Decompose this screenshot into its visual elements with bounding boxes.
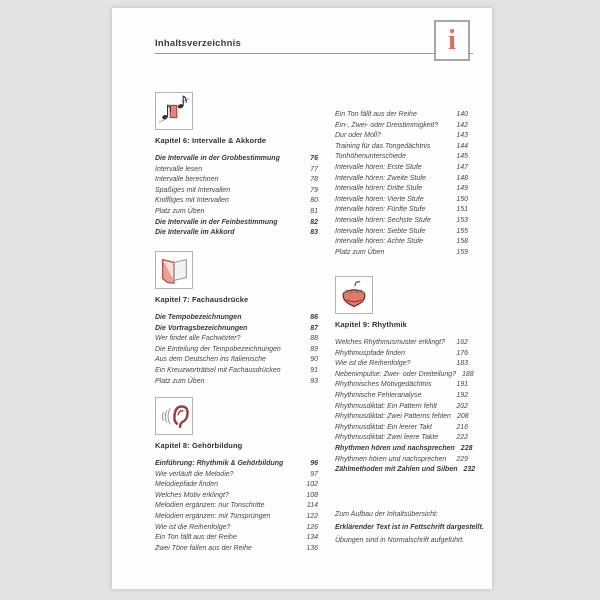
- interval-notes-icon: [155, 92, 193, 130]
- toc-entry-title: Welches Rhythmusmuster erklingt?: [335, 339, 445, 346]
- toc-entry-title: Zwei Töne fallen aus der Reihe: [155, 544, 252, 552]
- toc-entry-page-number: 77: [310, 165, 318, 173]
- toc-entry-title: Melodien ergänzen: nur Tonschritte: [155, 502, 265, 510]
- toc-entry-page-number: 222: [456, 434, 468, 442]
- toc-entry: [335, 216, 468, 227]
- toc-entry-title: Tonhöhenunterschiede: [335, 153, 406, 161]
- toc-entry: [335, 423, 468, 434]
- toc-entry-page-number: 158: [456, 238, 468, 246]
- toc-entry-page-number: 145: [456, 153, 468, 161]
- legend-line-1: Zum Aufbau der Inhaltsübersicht:: [335, 511, 438, 518]
- toc-entry-page-number: 114: [306, 502, 318, 510]
- toc-entry-title: Aus dem Deutschen ins Italienische: [155, 356, 266, 364]
- toc-entry-page-number: 176: [456, 349, 468, 357]
- toc-entry: [335, 349, 468, 360]
- toc-entry-title: Rhythmuspfade finden: [335, 349, 406, 357]
- toc-entry: [155, 523, 318, 534]
- toc-entry: [335, 227, 468, 238]
- toc-entry: [155, 377, 318, 388]
- chapter-9-entries: [335, 338, 476, 476]
- toc-entry: [335, 391, 468, 402]
- toc-entry: [335, 412, 468, 423]
- drum-icon: [335, 276, 373, 314]
- toc-entry: [155, 154, 318, 165]
- toc-entry-title: Intervalle hören: Zweite Stufe: [335, 174, 427, 182]
- toc-entry-title: Platz zum Üben: [335, 248, 385, 256]
- toc-entry-page-number: 78: [310, 176, 318, 184]
- toc-entry-page-number: 96: [310, 460, 318, 467]
- toc-entry-page-number: 228: [460, 444, 473, 452]
- toc-entry-page-number: 88: [310, 335, 318, 343]
- chapter-8-entries: [155, 459, 318, 554]
- toc-entry-title: Die Intervalle in der Feinbestimmung: [155, 218, 278, 226]
- toc-entry-page-number: 81: [310, 207, 318, 215]
- toc-entry: [155, 491, 318, 502]
- toc-entry: [155, 165, 318, 176]
- toc-entry-page-number: 134: [306, 534, 318, 542]
- toc-entry-title: Training für das Tongedächtnis: [335, 142, 431, 150]
- legend-line-3: Übungen sind in Normalschrift aufgeführt.: [335, 537, 465, 544]
- toc-entry-page-number: 151: [456, 206, 468, 214]
- toc-entry-page-number: 80: [310, 197, 318, 205]
- toc-entry: [155, 345, 318, 356]
- toc-entry: [335, 163, 468, 174]
- toc-entry-page-number: 183: [456, 360, 468, 368]
- toc-entry-page-number: 89: [310, 345, 318, 353]
- toc-entry: [155, 544, 318, 555]
- toc-entry-page-number: 122: [306, 512, 318, 520]
- toc-entry-title: Intervalle hören: Dritte Stufe: [335, 185, 423, 193]
- toc-entry: [155, 501, 318, 512]
- toc-entry-title: Rhythmusdiktat: Zwei Patterns fehlen: [335, 413, 451, 421]
- toc-entry-page-number: 140: [456, 111, 468, 118]
- toc-entry: [155, 533, 318, 544]
- toc-entry-title: Wie ist die Reihenfolge?: [155, 523, 231, 531]
- toc-entry-title: Ein Ton fällt aus der Reihe: [155, 534, 237, 542]
- toc-entry-page-number: 86: [310, 314, 318, 321]
- toc-entry: [155, 324, 318, 335]
- toc-entry: [335, 248, 468, 259]
- toc-entry-page-number: 142: [456, 121, 468, 129]
- toc-entry-title: Intervalle berechnen: [155, 176, 219, 184]
- toc-entry: [155, 313, 318, 324]
- toc-entry-title: Intervalle hören: Vierte Stufe: [335, 195, 424, 203]
- toc-entry-title: Wer findet alle Fachwörter?: [155, 335, 241, 343]
- toc-entry: [335, 444, 473, 455]
- toc-entry: [335, 402, 468, 413]
- toc-entry-page-number: 155: [456, 227, 468, 235]
- toc-entry-page-number: 90: [310, 356, 318, 364]
- toc-entry: [335, 195, 468, 206]
- toc-entry-page-number: 149: [456, 185, 468, 193]
- toc-entry-title: Intervalle hören: Sechste Stufe: [335, 216, 431, 224]
- toc-entry-title: Melodiepfade finden: [155, 481, 219, 489]
- toc-entry: [155, 334, 318, 345]
- toc-entry-page-number: 144: [456, 142, 468, 150]
- toc-entry-page-number: 93: [310, 377, 318, 385]
- toc-entry-page-number: 188: [462, 370, 474, 378]
- toc-entry: [335, 121, 468, 132]
- toc-entry: [155, 218, 318, 229]
- toc-entry-page-number: 126: [306, 523, 318, 531]
- toc-entry: [335, 142, 468, 153]
- toc-entry: [335, 359, 468, 370]
- toc-entry-title: Nebenimpulse: Zwei- oder Dreiteilung?: [335, 370, 457, 378]
- toc-entry: [335, 465, 476, 476]
- toc-entry: [335, 433, 468, 444]
- toc-entry-page-number: 82: [310, 218, 318, 226]
- chapter-8-continuation-entries: [335, 110, 468, 258]
- toc-entry-page-number: 97: [310, 470, 318, 478]
- toc-entry-page-number: 143: [456, 132, 468, 140]
- page-title: Inhaltsverzeichnis: [155, 38, 241, 49]
- chapter-6-title: Kapitel 6: Intervalle & Akkorde: [155, 136, 267, 145]
- toc-entry: [155, 480, 318, 491]
- toc-entry: [155, 512, 318, 523]
- toc-entry-title: Dur oder Moll?: [335, 132, 381, 140]
- toc-entry: [335, 152, 468, 163]
- toc-entry-title: Die Vortragsbezeichnungen: [155, 324, 248, 332]
- legend-line-2: Erklärender Text ist in Fettschrift dargestellt.: [335, 524, 484, 531]
- toc-entry: [335, 237, 468, 248]
- toc-entry-page-number: 79: [310, 186, 318, 194]
- toc-entry-page-number: 229: [456, 455, 468, 463]
- toc-entry: [155, 228, 318, 239]
- chapter-7-entries: [155, 313, 318, 387]
- toc-entry-page-number: 102: [306, 481, 318, 489]
- toc-entry: [155, 459, 318, 470]
- toc-entry: [335, 455, 468, 466]
- scanned-toc-page: [112, 8, 492, 589]
- toc-entry-page-number: 76: [310, 155, 318, 162]
- toc-entry: [155, 207, 318, 218]
- toc-entry: [335, 338, 468, 349]
- toc-entry-page-number: 216: [456, 423, 468, 431]
- chapter-6-entries: [155, 154, 318, 239]
- toc-entry-title: Intervalle hören: Achte Stufe: [335, 238, 424, 246]
- toc-entry-title: Intervalle lesen: [155, 165, 203, 173]
- toc-entry-page-number: 87: [310, 324, 318, 332]
- open-book-icon: [155, 251, 193, 289]
- toc-entry-title: Die Tempobezeichnungen: [155, 314, 242, 321]
- toc-entry-page-number: 162: [456, 339, 468, 346]
- toc-entry-page-number: 208: [456, 413, 469, 421]
- toc-entry-page-number: 202: [456, 402, 468, 410]
- toc-entry: [335, 184, 468, 195]
- toc-entry: [155, 196, 318, 207]
- toc-entry-page-number: 136: [306, 544, 318, 552]
- toc-entry-title: Die Intervalle im Akkord: [155, 229, 235, 237]
- chapter-7-title: Kapitel 7: Fachausdrücke: [155, 295, 249, 304]
- toc-entry-page-number: 91: [310, 366, 318, 374]
- toc-entry-title: Rhythmen hören und nachsprechen: [335, 455, 447, 463]
- toc-entry-title: Welches Motiv erklingt?: [155, 491, 229, 499]
- toc-entry-page-number: 150: [456, 195, 468, 203]
- toc-entry-page-number: 159: [456, 248, 468, 256]
- info-box: [434, 20, 470, 61]
- toc-entry-title: Intervalle hören: Siebte Stufe: [335, 227, 426, 235]
- chapter-8-title: Kapitel 8: Gehörbildung: [155, 441, 243, 450]
- toc-entry-title: Intervalle hören: Fünfte Stufe: [335, 206, 426, 214]
- toc-entry-title: Rhythmusdiktat: Ein leerer Takt: [335, 423, 433, 431]
- toc-entry-title: Die Intervalle in der Grobbestimmung: [155, 155, 280, 162]
- ear-icon: [155, 397, 193, 435]
- toc-entry: [335, 370, 474, 381]
- toc-entry: [155, 186, 318, 197]
- toc-entry-page-number: 192: [456, 391, 468, 399]
- toc-entry: [335, 131, 468, 142]
- toc-entry: [155, 355, 318, 366]
- toc-entry-title: Rhythmen hören und nachsprechen: [335, 444, 455, 452]
- toc-entry-title: Zählmethoden mit Zahlen und Silben: [335, 466, 458, 474]
- toc-entry-title: Ein Kreuzworträtsel mit Fachausdrücken: [155, 366, 281, 374]
- toc-entry-title: Platz zum Üben: [155, 207, 205, 215]
- toc-entry: [335, 110, 468, 121]
- toc-entry-page-number: 108: [306, 491, 318, 499]
- toc-entry-page-number: 191: [456, 381, 468, 389]
- toc-entry-page-number: 148: [456, 174, 468, 182]
- toc-entry-title: Rhythmusdiktat: Zwei leere Takte: [335, 434, 439, 442]
- toc-entry-title: Platz zum Üben: [155, 377, 205, 385]
- toc-entry-page-number: 147: [456, 163, 468, 171]
- toc-entry-title: Melodien ergänzen: mit Tonsprüngen: [155, 512, 271, 520]
- toc-entry-title: Ein Ton fällt aus der Reihe: [335, 111, 417, 118]
- toc-entry-title: Einführung: Rhythmik & Gehörbildung: [155, 460, 284, 467]
- toc-entry-page-number: 232: [463, 466, 476, 474]
- toc-entry: [335, 205, 468, 216]
- toc-entry-title: Wie ist die Reihenfolge?: [335, 360, 411, 368]
- toc-entry-title: Spaßiges mit Intervallen: [155, 186, 231, 194]
- header-rule: [155, 53, 473, 54]
- legend-note: [335, 508, 507, 547]
- toc-entry: [155, 366, 318, 377]
- toc-entry-title: Rhythmische Fehleranalyse: [335, 391, 422, 399]
- toc-entry-title: Rhythmisches Motivgedächtnis: [335, 381, 432, 389]
- chapter-9-title: Kapitel 9: Rhythmik: [335, 320, 407, 329]
- toc-entry-page-number: 153: [456, 216, 468, 224]
- toc-entry-title: Wie verläuft die Melodie?: [155, 470, 234, 478]
- toc-entry: [335, 380, 468, 391]
- toc-entry-title: Rhythmusdiktat: Ein Pattern fehlt: [335, 402, 437, 410]
- toc-entry-title: Intervalle hören: Erste Stufe: [335, 163, 422, 171]
- toc-entry: [155, 175, 318, 186]
- toc-entry-page-number: 83: [310, 229, 318, 237]
- toc-entry-title: Ein-, Zwei- oder Dreistimmigkeit?: [335, 121, 439, 129]
- toc-entry-title: Die Einteilung der Tempobezeichnungen: [155, 345, 281, 353]
- toc-entry: [155, 470, 318, 481]
- toc-entry: [335, 174, 468, 185]
- toc-entry-title: Kniffliges mit Intervallen: [155, 197, 229, 205]
- info-icon: i: [447, 24, 457, 56]
